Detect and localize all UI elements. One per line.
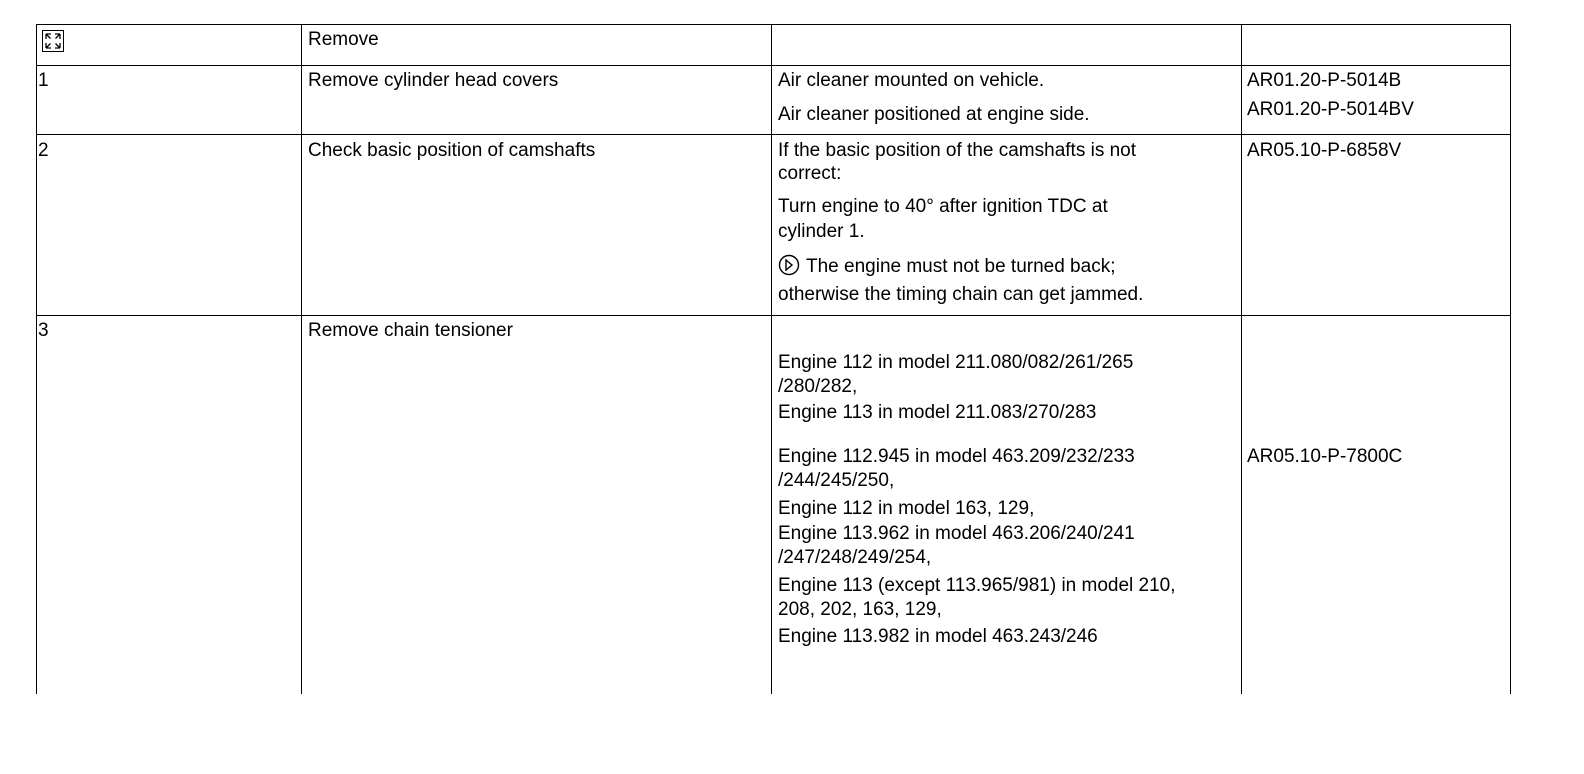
- row-divider: [36, 65, 1511, 66]
- row-1-number: 1: [38, 70, 49, 91]
- arrow-circle-icon: [778, 254, 800, 276]
- row-3-note: Engine 113.982 in model 463.243/246: [778, 626, 1098, 647]
- row-3-note: /247/248/249/254,: [778, 547, 932, 568]
- row-2-note: cylinder 1.: [778, 221, 865, 242]
- row-2-action: Check basic position of camshafts: [308, 140, 596, 161]
- row-2-ref-link[interactable]: AR05.10-P-6858V: [1247, 140, 1402, 161]
- row-3-note: Engine 113.962 in model 463.206/240/241: [778, 523, 1135, 544]
- column-divider: [301, 24, 302, 694]
- row-1-action: Remove cylinder head covers: [308, 70, 559, 91]
- row-1-ref-link[interactable]: AR01.20-P-5014B: [1247, 70, 1402, 91]
- header-step-label: Remove: [308, 29, 379, 50]
- row-2-warning-text: The engine must not be turned back;: [806, 256, 1116, 277]
- row-divider: [36, 134, 1511, 135]
- row-3-note: /244/245/250,: [778, 470, 895, 491]
- row-1-note: Air cleaner positioned at engine side.: [778, 104, 1090, 125]
- column-divider: [771, 24, 772, 694]
- row-3-action: Remove chain tensioner: [308, 320, 513, 341]
- row-divider: [36, 315, 1511, 316]
- row-2-note: Turn engine to 40° after ignition TDC at: [778, 196, 1108, 217]
- row-3-number: 3: [38, 320, 49, 341]
- expand-icon[interactable]: [42, 30, 64, 52]
- row-2-note: otherwise the timing chain can get jammed.: [778, 284, 1144, 305]
- row-3-note: Engine 112 in model 163, 129,: [778, 498, 1035, 519]
- table-border-left: [36, 24, 37, 694]
- row-2-number: 2: [38, 140, 49, 161]
- row-3-note: Engine 113 (except 113.965/981) in model 210,: [778, 575, 1176, 596]
- row-1-note: Air cleaner mounted on vehicle.: [778, 70, 1045, 91]
- row-3-note: /280/282,: [778, 376, 858, 397]
- table-border-top: [36, 24, 1511, 25]
- row-1-ref-link[interactable]: AR01.20-P-5014BV: [1247, 99, 1414, 120]
- table-border-right: [1510, 24, 1511, 694]
- row-3-note: 208, 202, 163, 129,: [778, 599, 942, 620]
- row-2-warning-note: [778, 254, 1115, 278]
- row-2-note: correct:: [778, 163, 842, 184]
- row-3-ref-link[interactable]: AR05.10-P-7800C: [1247, 446, 1403, 467]
- row-3-note: Engine 112 in model 211.080/082/261/265: [778, 352, 1134, 373]
- column-divider: [1241, 24, 1242, 694]
- row-3-note: Engine 112.945 in model 463.209/232/233: [778, 446, 1135, 467]
- row-3-note: Engine 113 in model 211.083/270/283: [778, 402, 1097, 423]
- row-2-note: If the basic position of the camshafts is not: [778, 140, 1137, 161]
- procedure-table: [36, 24, 1511, 694]
